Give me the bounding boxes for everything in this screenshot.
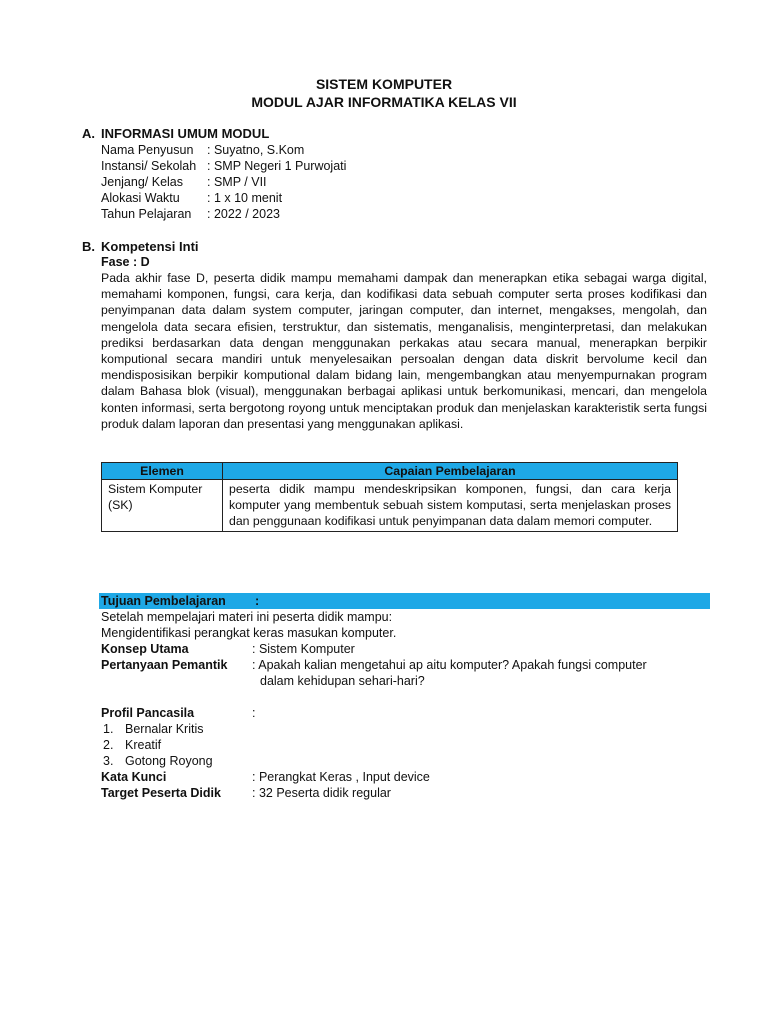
kata-kunci-value: : Perangkat Keras , Input device: [252, 770, 430, 784]
pertanyaan-row: [101, 657, 647, 689]
info-value: : 1 x 10 menit: [207, 191, 283, 205]
tujuan-label: Tujuan Pembelajaran: [101, 594, 226, 608]
list-item: [103, 721, 204, 737]
list-number: 2.: [103, 738, 114, 752]
section-b-heading: [82, 239, 199, 254]
table-row: [102, 480, 678, 532]
info-row-alokasi: [101, 190, 282, 206]
list-number: 1.: [103, 722, 114, 736]
tujuan-objective: Mengidentifikasi perangkat keras masukan komputer.: [101, 626, 397, 640]
info-label: Nama Penyusun: [101, 143, 194, 157]
info-label: Tahun Pelajaran: [101, 207, 192, 221]
info-value: : SMP Negeri 1 Purwojati: [207, 159, 347, 173]
list-text: Gotong Royong: [125, 754, 213, 768]
pertanyaan-value-block: [252, 657, 647, 689]
info-row-jenjang: [101, 174, 267, 190]
list-number: 3.: [103, 754, 114, 768]
section-a-heading: [82, 126, 269, 141]
info-row-instansi: [101, 158, 346, 174]
tujuan-heading-bar: [99, 593, 710, 609]
profil-value: :: [252, 706, 256, 720]
info-value: : Suyatno, S.Kom: [207, 143, 305, 157]
list-text: Bernalar Kritis: [125, 722, 204, 736]
list-item: [103, 753, 213, 769]
konsep-label: Konsep Utama: [101, 642, 189, 656]
kata-kunci-label: Kata Kunci: [101, 770, 167, 784]
table-cell-elemen: Sistem Komputer (SK): [102, 480, 223, 532]
capaian-table: [101, 462, 678, 532]
list-item: [103, 737, 161, 753]
tujuan-colon: :: [255, 594, 260, 608]
info-row-tahun: [101, 206, 280, 222]
info-label: Jenjang/ Kelas: [101, 175, 184, 189]
konsep-value: : Sistem Komputer: [252, 642, 355, 656]
info-label: Instansi/ Sekolah: [101, 159, 197, 173]
profil-row: [101, 705, 255, 721]
section-b-number: B.: [82, 239, 95, 254]
list-text: Kreatif: [125, 738, 162, 752]
fase-label: Fase : D: [101, 255, 150, 269]
doc-subtitle: MODUL AJAR INFORMATIKA KELAS VII: [251, 94, 517, 110]
info-value: : SMP / VII: [207, 175, 267, 189]
kata-kunci-row: [101, 769, 430, 785]
table-header-capaian: Capaian Pembelajaran: [223, 463, 678, 480]
table-cell-capaian: peserta didik mampu mendeskripsikan komponen, fungsi, dan cara kerja komputer yang membentuk sebuah sistem komputasi, serta menjelaskan proses dan penggunaan kodifikasi untuk penyimpanan data dalam memori computer.: [223, 480, 678, 532]
tujuan-intro: Setelah mempelajari materi ini peserta didik mampu:: [101, 610, 393, 624]
section-a-number: A.: [82, 126, 95, 141]
table-header-elemen: Elemen: [102, 463, 223, 480]
info-row-penyusun: [101, 142, 304, 158]
info-value: : 2022 / 2023: [207, 207, 280, 221]
target-label: Target Peserta Didik: [101, 786, 221, 800]
doc-title: SISTEM KOMPUTER: [315, 76, 453, 92]
pertanyaan-value-line2: dalam kehidupan sehari-hari?: [260, 674, 425, 688]
info-label: Alokasi Waktu: [101, 191, 180, 205]
pertanyaan-value-line1: : Apakah kalian mengetahui ap aitu komputer? Apakah fungsi computer: [252, 658, 647, 672]
pertanyaan-label: Pertanyaan Pemantik: [101, 658, 228, 672]
table-header-row: [102, 463, 678, 480]
konsep-utama-row: [101, 641, 355, 657]
profil-label: Profil Pancasila: [101, 706, 195, 720]
section-a-title: INFORMASI UMUM MODUL: [101, 126, 270, 141]
target-value: : 32 Peserta didik regular: [252, 786, 391, 800]
kompetensi-paragraph: Pada akhir fase D, peserta didik mampu memahami dampak dan menerapkan etika sebagai warga digital, memahami komponen, fungsi, cara kerja, dan kodifikasi data sebuah computer serta proses kodifikasi dan penyimpanan data dalam system computer, jaringan computer, dan internet, mengakses, mengolah, dan mengelola data secara efisien, terstruktur, dan sistematis, menganalisis, menginterpretasi, dan melakukan prediksi berdasarkan data dengan menggunakan perkakas atau secara manual, menerapkan berpikir komputional secara mandiri untuk menyelesaikan persoalan dengan data diskrit bervolume kecil dan mendisposisikan berpikir komputional dalam bidang lain, mengembangkan atau menyempurnakan program dalam Bahasa blok (visual), menggunakan berbagai aplikasi untuk berkomunikasi, mencari, dan mengelola konten informasi, serta bergotong royong untuk menciptakan produk dan menjelaskan karakteristik serta fungsi produk dalam laporan dan presentasi yang menggunakan aplikasi.: [101, 271, 707, 431]
section-b-title: Kompetensi Inti: [101, 239, 199, 254]
target-row: [101, 785, 391, 801]
